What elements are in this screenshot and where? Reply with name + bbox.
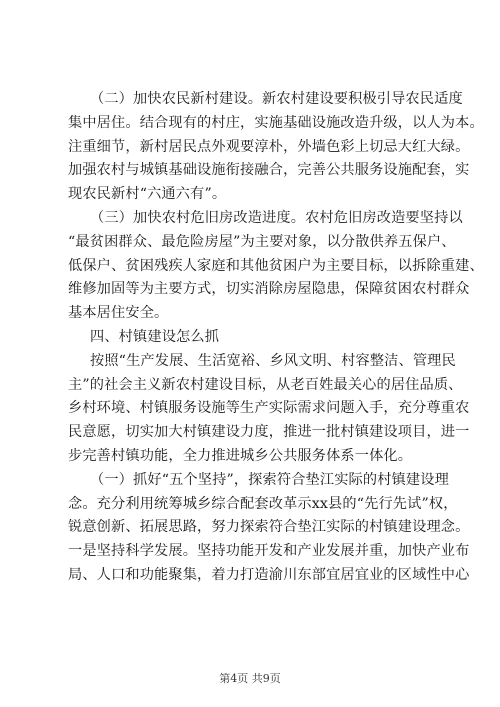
text-line: 现农民新村“六通六有”。 bbox=[68, 186, 227, 203]
text-line: “最贫困群众、最危险房屋”为主要对象，以分散供养五保户、 bbox=[68, 233, 456, 250]
text-line: （二）加快农民新村建设。新农村建设要积极引导农民适度 bbox=[90, 91, 463, 107]
text-line: （一）抓好“五个坚持”，探索符合垫江实际的村镇建设理 bbox=[90, 471, 449, 488]
text-line: 念。充分利用统筹城乡综合配套改革示xx县的“先行先试”权， bbox=[68, 495, 458, 512]
document-body bbox=[68, 88, 484, 588]
text-line: 集中居住。结合现有的村庄，实施基础设施改造升级，以人为本。 bbox=[68, 114, 484, 131]
text-line: （三）加快农村危旧房改造进度。农村危旧房改造要坚持以 bbox=[90, 209, 463, 226]
text-line: 加强农村与城镇基础设施衔接融合，完善公共服务设施配套，实 bbox=[68, 162, 470, 179]
text-line: 按照“生产发展、生活宽裕、乡风文明、村容整洁、管理民 bbox=[90, 352, 456, 369]
text-line: 锐意创新、拓展思路，努力探索符合垫江实际的村镇建设理念。 bbox=[68, 519, 470, 536]
section-heading: 四、村镇建设怎么抓 bbox=[90, 328, 220, 345]
text-line: 局、人口和功能聚集，着力打造渝川东部宜居宜业的区域性中心 bbox=[68, 566, 470, 583]
text-line: 维修加固等为主要方式，切实消除房屋隐患，保障贫困农村群众 bbox=[68, 281, 470, 298]
text-line: 主”的社会主义新农村建设目标，从老百姓最关心的居住品质、 bbox=[68, 376, 463, 393]
text-line: 民意愿，切实加大村镇建设力度，推进一批村镇建设项目，进一 bbox=[68, 424, 470, 441]
text-line: 乡村环境、村镇服务设施等生产实际需求问题入手，充分尊重农 bbox=[68, 400, 470, 417]
text-line: 一是坚持科学发展。坚持功能开发和产业发展并重，加快产业布 bbox=[68, 543, 470, 560]
text-line: 低保户、贫困残疾人家庭和其他贫困户为主要目标，以拆除重建、 bbox=[68, 257, 484, 274]
text-line: 基本居住安全。 bbox=[68, 305, 169, 322]
page-number-footer: 第4页 共9页 bbox=[219, 672, 281, 685]
text-line: 步完善村镇功能，全力推进城乡公共服务体系一体化。 bbox=[68, 447, 413, 464]
text-line: 注重细节，新村居民点外观要淳朴，外墙色彩上切忌大红大绿。 bbox=[68, 138, 470, 155]
